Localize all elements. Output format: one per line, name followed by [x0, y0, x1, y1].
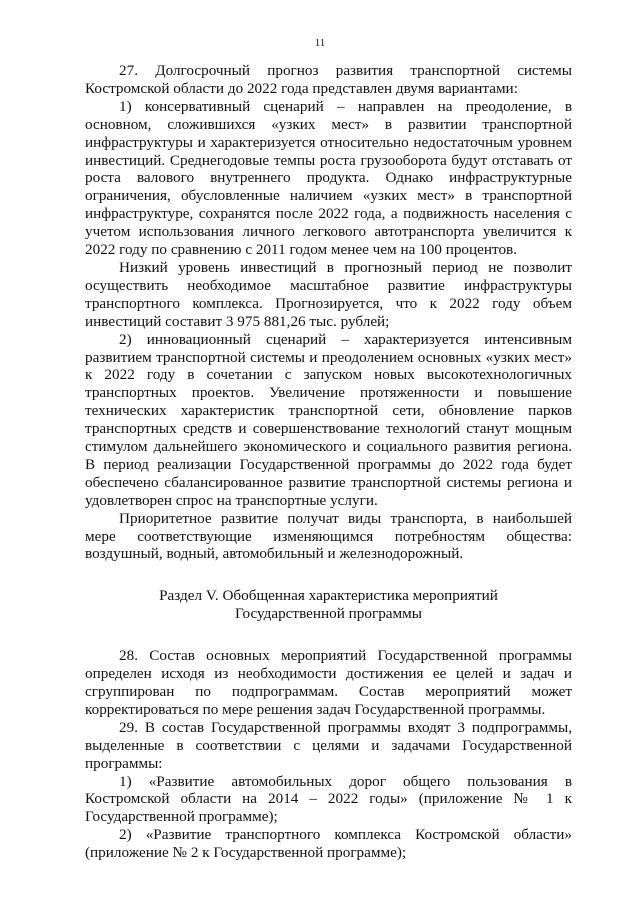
section-heading: [85, 587, 572, 623]
paragraph-28: 28. Состав основных мероприятий Государственной программы определен исходя из необходимости достижения ее целей и задач и сгруппирован по подпрограммам. Состав мероприятий может корректироваться по мере решения задач Государственной программы.: [85, 647, 572, 718]
list-item-subprogram-2: 2) «Развитие транспортного комплекса Костромской области» (приложение № 2 к Государственной программе);: [85, 826, 572, 862]
paragraph-scenario-innovative: 2) инновационный сценарий – характеризуется интенсивным развитием транспортной системы и преодолением основных «узких мест» к 2022 году в сочетании с запуском новых высокотехнологичных транспортных проектов. Увеличение протяженности и повышение технических характеристик транспортной сети, обновление парков транспортных средств и совершенствование технологий станут мощным стимулом дальнейшего экономического и социального развития региона. В период реализации Государственной программы до 2022 года будет обеспечено сбалансированное развитие транспортной системы региона и удовлетворен спрос на транспортные услуги.: [85, 330, 572, 509]
paragraph-scenario-conservative: 1) консервативный сценарий – направлен на преодоление, в основном, сложившихся «узких мест» в развитии транспортной инфраструктуры и характеризуется относительно недостаточным уровнем инвестиций. Среднегодовые темпы роста грузооборота будут отставать от роста валового внутреннего продукта. Однако инфраструктурные ограничения, обусловленные наличием «узких мест» в транспортной инфраструктуре, сохранятся после 2022 года, а подвижность населения с учетом использования личного легкового автотранспорта увеличится к 2022 году по сравнению с 2011 годом менее чем на 100 процентов.: [85, 97, 572, 259]
section-heading-line-1: Раздел V. Обобщенная характеристика мероприятий: [159, 587, 498, 605]
page-number: 11: [314, 37, 326, 49]
paragraph-priority-transport: Приоритетное развитие получат виды транспорта, в наибольшей мере соответствующие изменяющимся потребностям общества: воздушный, водный, автомобильный и железнодорожный.: [85, 509, 572, 563]
list-item-subprogram-1: 1) «Развитие автомобильных дорог общего пользования в Костромской области на 2014 – 2022 годы» (приложение № 1 к Государственной программе);: [85, 772, 572, 826]
paragraph-low-investment: Низкий уровень инвестиций в прогнозный период не позволит осуществить необходимое масштабное развитие инфраструктуры транспортного комплекса. Прогнозируется, что к 2022 году объем инвестиций составит 3 975 881,26 тыс. рублей;: [85, 258, 572, 330]
document-body: [85, 62, 572, 862]
paragraph-29: 29. В состав Государственной программы входят 3 подпрограммы, выделенные в соответствии с целями и задачами Государственной программы:: [85, 718, 572, 772]
paragraph-27: 27. Долгосрочный прогноз развития транспортной системы Костромской области до 2022 года представлен двумя вариантами:: [85, 62, 572, 97]
section-heading-line-2: Государственной программы: [235, 605, 422, 623]
